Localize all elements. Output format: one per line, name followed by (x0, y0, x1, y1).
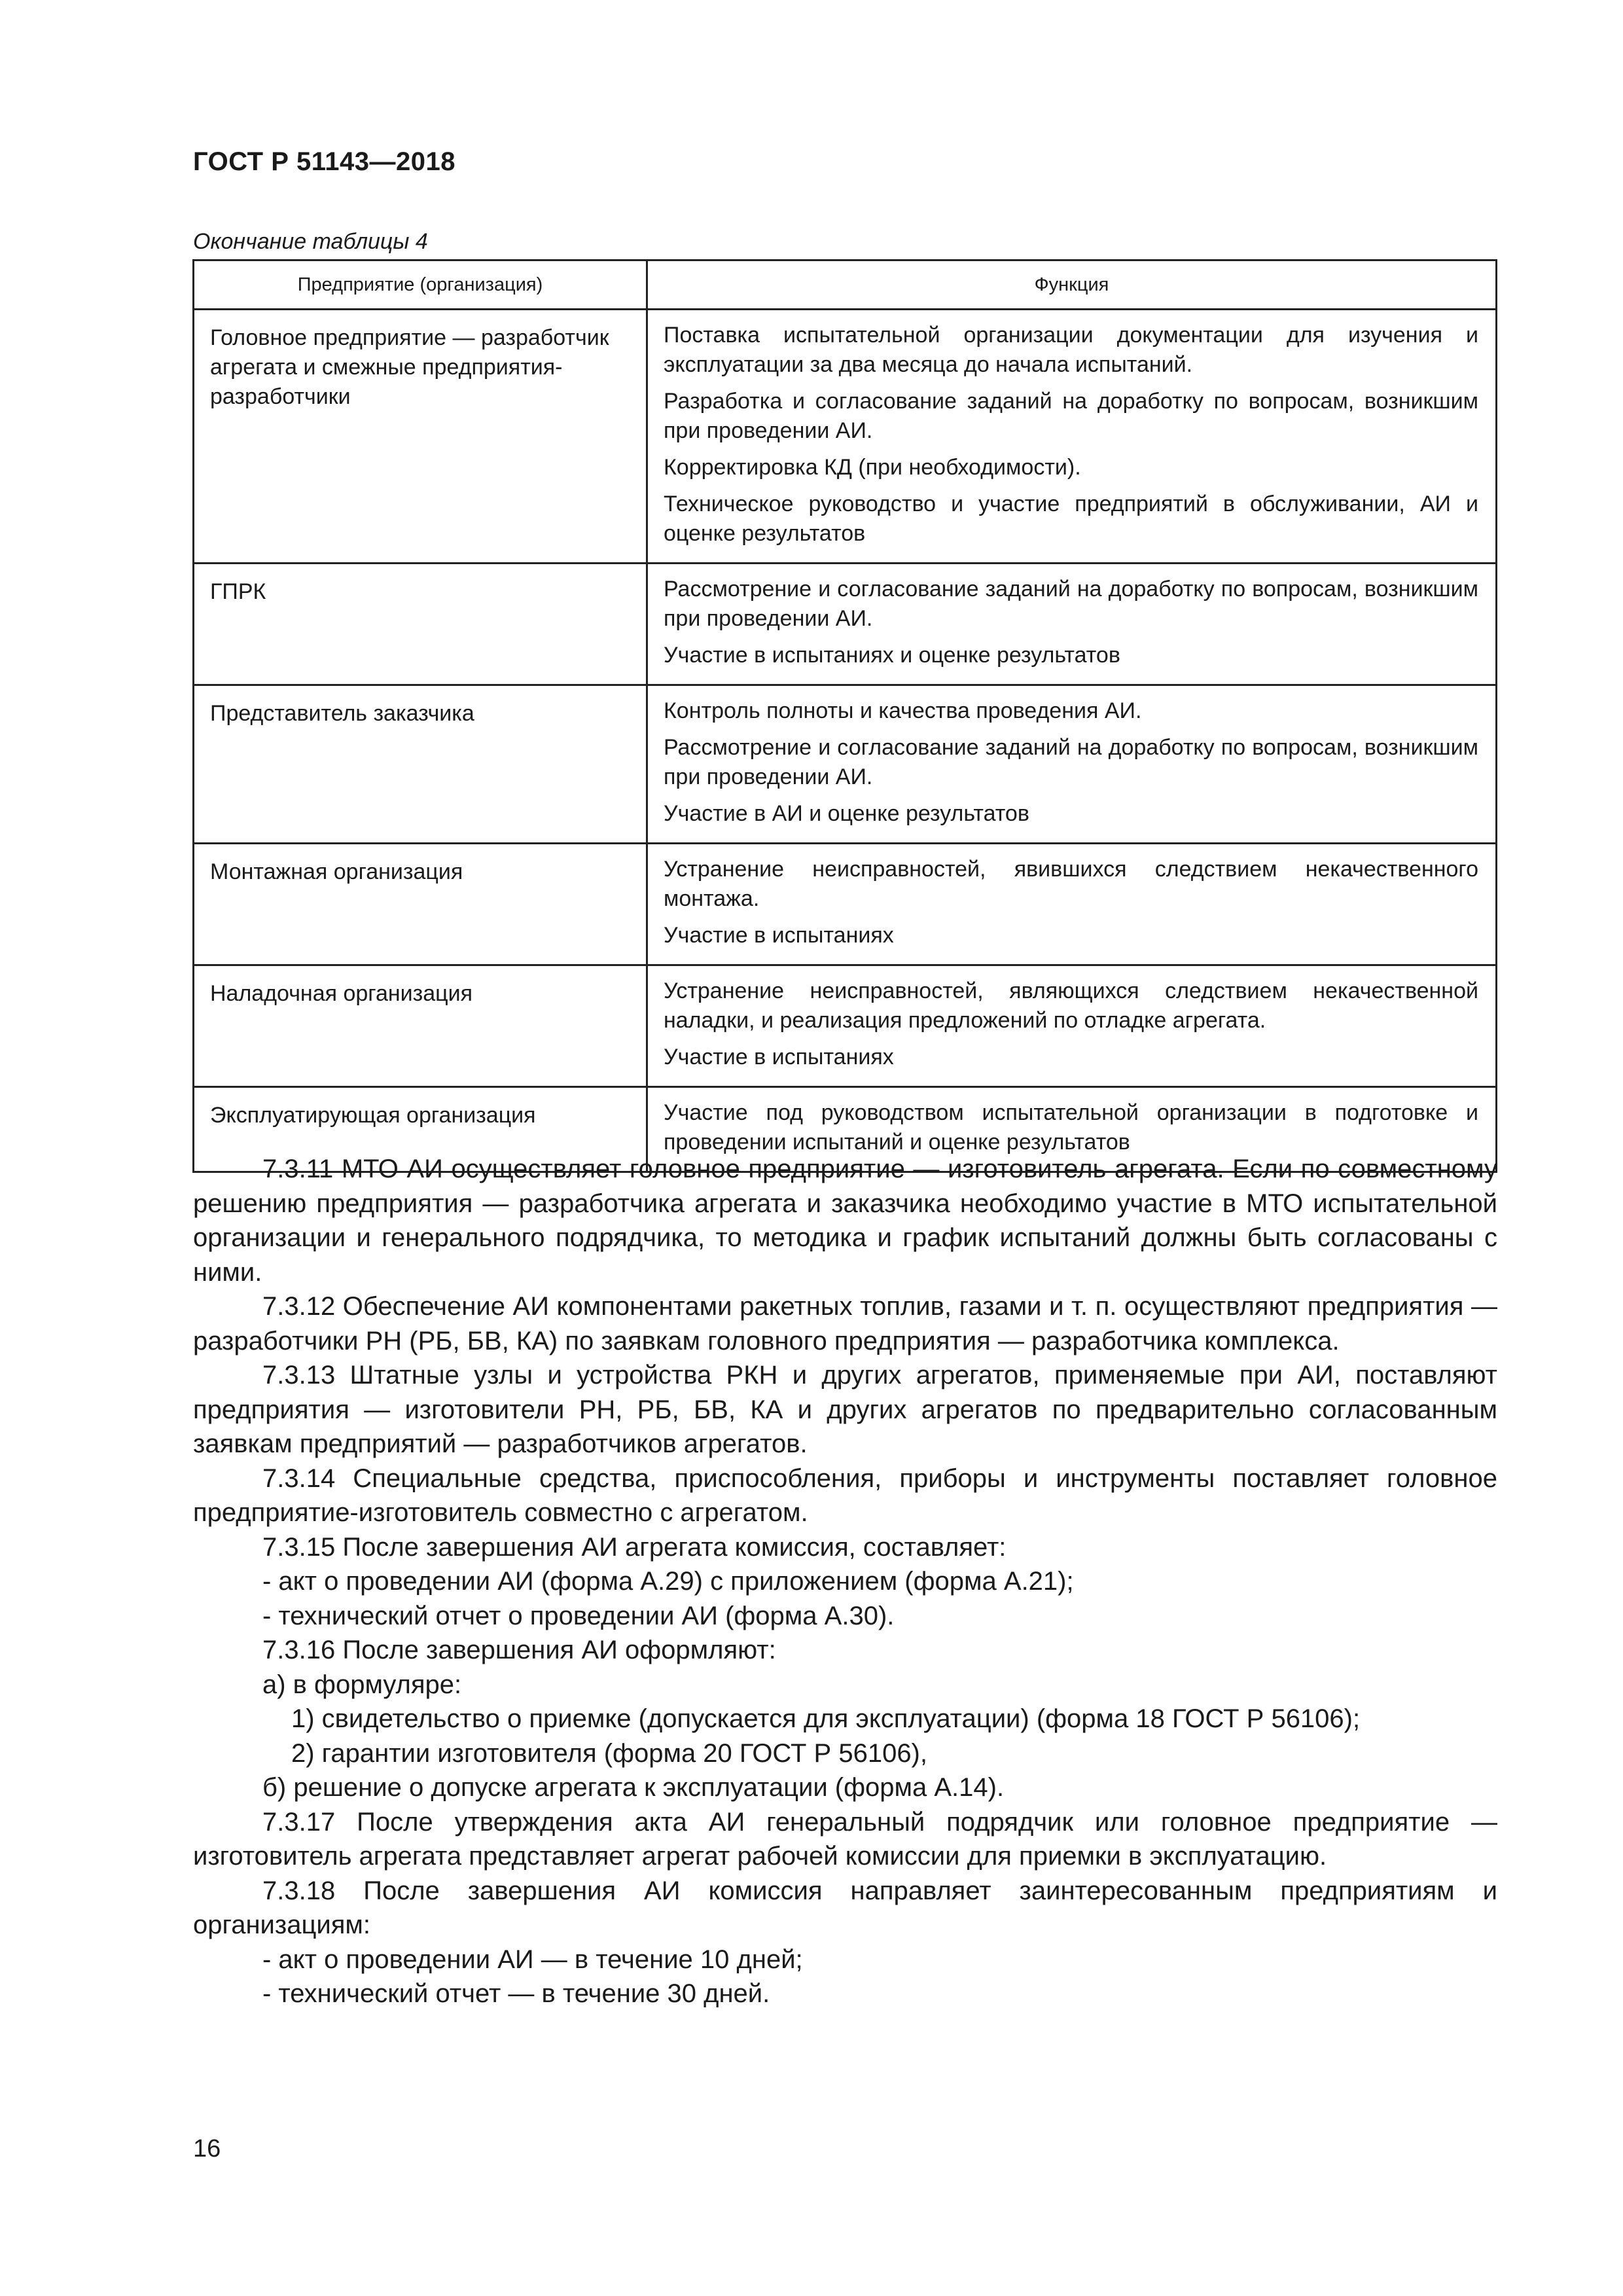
list-item: а) в формуляре: (262, 1670, 462, 1699)
column-header-organization: Предприятие (организация) (194, 260, 647, 310)
function-item: Контроль полноты и качества проведения АИ. (664, 698, 1142, 723)
list-item: - технический отчет о проведении АИ (форма А.30). (262, 1601, 895, 1630)
paragraph-7-3-18: 7.3.18 После завершения АИ комиссия направляет заинтересованным предприятиям и организациям: (193, 1876, 1497, 1939)
function-item: Рассмотрение и согласование заданий на доработку по вопросам, возникшим при проведении АИ. (664, 735, 1478, 789)
list-item: - акт о проведении АИ (форма А.29) с приложением (форма А.21); (262, 1567, 1074, 1596)
function-item: Участие в испытаниях (664, 1045, 894, 1069)
function-cell (647, 685, 1497, 844)
list-item: 1) свидетельство о приемке (допускается для эксплуатации) (форма 18 ГОСТ Р 56106); (291, 1704, 1361, 1733)
organization-cell: Головное предприятие — разработчик агрегата и смежные предприятия-разработчики (194, 310, 647, 564)
list-item: - технический отчет — в течение 30 дней. (262, 1979, 770, 2008)
table-row (194, 685, 1497, 844)
list-item: б) решение о допуске агрегата к эксплуатации (форма А.14). (262, 1773, 1005, 1802)
paragraph-7-3-15: 7.3.15 После завершения АИ агрегата комиссия, составляет: (262, 1532, 1007, 1562)
paragraph-7-3-17: 7.3.17 После утверждения акта АИ генеральный подрядчик или головное предприятие — изготовитель агрегата представляет агрегат рабочей комиссии для приемки в эксплуатацию. (193, 1807, 1497, 1871)
function-item: Участие под руководством испытательной организации в подготовке и проведении испытаний и оценке результатов (664, 1100, 1478, 1155)
function-item: Устранение неисправностей, явившихся следствием некачественного монтажа. (664, 857, 1478, 911)
table-row (194, 844, 1497, 965)
function-cell (647, 844, 1497, 965)
column-header-function: Функция (647, 260, 1497, 310)
organization-cell: Монтажная организация (194, 844, 647, 965)
function-cell (647, 564, 1497, 685)
function-item: Рассмотрение и согласование заданий на доработку по вопросам, возникшим при проведении АИ. (664, 577, 1478, 631)
function-item: Поставка испытательной организации документации для изучения и эксплуатации за два месяца до начала испытаний. (664, 323, 1478, 377)
function-item: Техническое руководство и участие предприятий в обслуживании, АИ и оценке результатов (664, 492, 1478, 546)
list-item: 2) гарантии изготовителя (форма 20 ГОСТ Р 56106), (291, 1738, 927, 1768)
function-item: Участие в испытаниях и оценке результатов (664, 643, 1120, 668)
function-item: Участие в испытаниях (664, 923, 894, 948)
list-item: - акт о проведении АИ — в течение 10 дней; (262, 1945, 803, 1974)
paragraph-7-3-13: 7.3.13 Штатные узлы и устройства РКН и других агрегатов, применяемые при АИ, поставляют предприятия — изготовители РН, РБ, БВ, КА и других агрегатов по предварительно согласованным заявкам предприятий — разработчиков агрегатов. (193, 1361, 1497, 1458)
functions-table (192, 259, 1497, 1173)
function-item: Участие в АИ и оценке результатов (664, 801, 1029, 826)
organization-cell: ГПРК (194, 564, 647, 685)
document-code-header: ГОСТ Р 51143—2018 (193, 147, 455, 176)
table-row (194, 965, 1497, 1087)
table-caption: Окончание таблицы 4 (193, 229, 428, 254)
organization-cell: Эксплуатирующая организация (194, 1087, 647, 1172)
table-header-row (194, 260, 1497, 310)
organization-cell: Представитель заказчика (194, 685, 647, 844)
function-cell (647, 310, 1497, 564)
page-number: 16 (193, 2135, 221, 2162)
function-cell (647, 965, 1497, 1087)
function-item: Устранение неисправностей, являющихся следствием некачественной наладки, и реализация предложений по отладке агрегата. (664, 978, 1478, 1033)
table-row (194, 564, 1497, 685)
function-item: Корректировка КД (при необходимости). (664, 455, 1081, 480)
paragraph-7-3-12: 7.3.12 Обеспечение АИ компонентами ракетных топлив, газами и т. п. осуществляют предприятия — разработчики РН (РБ, БВ, КА) по заявкам головного предприятия — разработчика комплекса. (193, 1292, 1497, 1355)
paragraph-7-3-16: 7.3.16 После завершения АИ оформляют: (262, 1636, 776, 1664)
document-body (193, 1152, 1497, 2011)
table-row (194, 310, 1497, 564)
organization-cell: Наладочная организация (194, 965, 647, 1087)
paragraph-7-3-11: 7.3.11 МТО АИ осуществляет головное предприятие — изготовитель агрегата. Если по совместному решению предприятия — разработчика агрегата и заказчика необходимо участие в МТО испытательной организации и генерального подрядчика, то методика и график испытаний должны быть согласованы с ними. (193, 1155, 1497, 1287)
paragraph-7-3-14: 7.3.14 Специальные средства, приспособления, приборы и инструменты поставляет головное предприятие-изготовитель совместно с агрегатом. (193, 1463, 1497, 1527)
function-item: Разработка и согласование заданий на доработку по вопросам, возникшим при проведении АИ. (664, 389, 1478, 443)
